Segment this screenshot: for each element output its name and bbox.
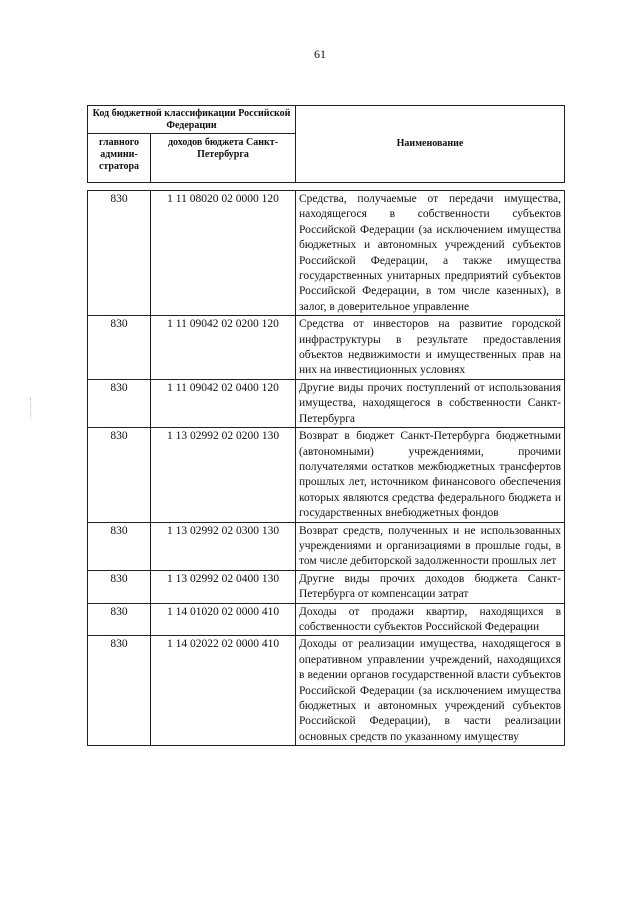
header-income-code: доходов бюджета Санкт-Петербурга xyxy=(151,134,296,183)
header-admin: главного админи-стратора xyxy=(88,134,151,183)
table-row xyxy=(88,379,565,427)
table-row xyxy=(88,636,565,746)
income-code-cell: 1 13 02992 02 0200 130 xyxy=(151,428,296,522)
income-code-cell: 1 14 01020 02 0000 410 xyxy=(151,603,296,636)
income-name-text: Возврат в бюджет Санкт-Петербурга бюджетными (автономными) учреждениями, прочими получателями остатков межбюджетных трансфертов прошлых лет, источником финансового обеспечения которых являются средства федерального бюджета и государственных внебюджетных фондов xyxy=(299,430,561,520)
income-code-cell: 1 13 02992 02 0300 130 xyxy=(151,522,296,570)
income-name-cell xyxy=(296,570,565,603)
income-name-text: Возврат средств, полученных и не использованных учреждениями и организациями в прошлые годы, в том числе дебиторской задолженности прошлых лет xyxy=(299,524,561,568)
header-name: Наименование xyxy=(296,106,565,183)
header-budget-classification: Код бюджетной классификации Российской Федерации xyxy=(88,106,296,134)
table-row xyxy=(88,603,565,636)
admin-code-cell: 830 xyxy=(88,636,151,746)
income-name-text: Доходы от реализации имущества, находящегося в оперативном управлении учреждений, находящихся в ведении органов государственной власти субъектов Российской Федерации (за исключением имущества бюджетных и автономных учреждений субъектов Российской Федерации), в части реализации основных средств по указанному имуществу xyxy=(299,638,561,743)
table-row xyxy=(88,191,565,316)
admin-code-cell: 830 xyxy=(88,316,151,380)
income-code-cell: 1 11 09042 02 0400 120 xyxy=(151,379,296,427)
admin-code-cell: 830 xyxy=(88,603,151,636)
income-name-cell xyxy=(296,522,565,570)
income-name-cell xyxy=(296,316,565,380)
income-code-cell: 1 14 02022 02 0000 410 xyxy=(151,636,296,746)
table-row xyxy=(88,570,565,603)
income-name-text: Другие виды прочих поступлений от использования имущества, находящегося в собственности Санкт-Петербурга xyxy=(299,381,561,425)
income-name-cell xyxy=(296,603,565,636)
income-name-cell xyxy=(296,428,565,522)
page-number: 61 xyxy=(314,47,326,61)
table-row xyxy=(88,522,565,570)
table-row xyxy=(88,428,565,522)
income-name-cell xyxy=(296,379,565,427)
income-name-cell xyxy=(296,636,565,746)
income-name-cell xyxy=(296,191,565,316)
admin-code-cell: 830 xyxy=(88,191,151,316)
income-code-cell: 1 11 09042 02 0200 120 xyxy=(151,316,296,380)
income-code-cell: 1 13 02992 02 0400 130 xyxy=(151,570,296,603)
admin-code-cell: 830 xyxy=(88,522,151,570)
scan-margin-mark xyxy=(30,398,34,418)
table-header xyxy=(87,105,565,183)
income-table xyxy=(87,190,565,746)
admin-code-cell: 830 xyxy=(88,570,151,603)
income-code-cell: 1 11 08020 02 0000 120 xyxy=(151,191,296,316)
income-name-text: Средства, получаемые от передачи имущества, находящегося в собственности субъектов Российской Федерации (за исключением имущества бюджетных и автономных учреждений субъектов Российской Федерации, а также имущества государственных унитарных предприятий субъектов Российской Федерации, в том числе казенных), в залог, в доверительное управление xyxy=(299,193,561,313)
admin-code-cell: 830 xyxy=(88,428,151,522)
income-name-text: Другие виды прочих доходов бюджета Санкт-Петербурга от компенсации затрат xyxy=(299,572,561,601)
income-name-text: Доходы от продажи квартир, находящихся в собственности субъектов Российской Федерации xyxy=(299,605,561,633)
table-row xyxy=(88,316,565,380)
income-name-text: Средства от инвесторов на развитие городской инфраструктуры в результате предоставления объектов недвижимости и имущественных прав на них на инвестиционных условиях xyxy=(299,318,561,377)
admin-code-cell: 830 xyxy=(88,379,151,427)
